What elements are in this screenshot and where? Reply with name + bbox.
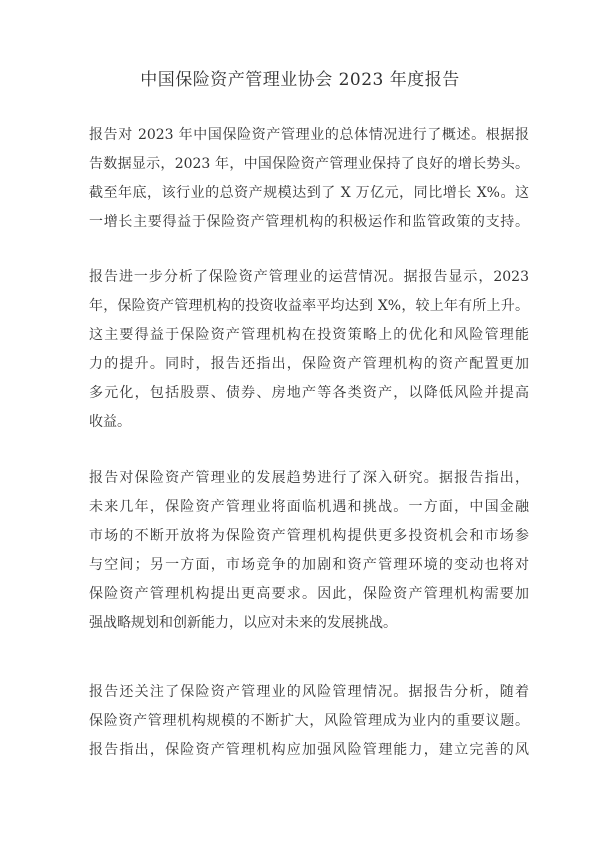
paragraph-line: 市场的不断开放将为保险资产管理机构提供更多投资机会和市场参 [89,528,529,544]
paragraph-line: 这主要得益于保险资产管理机构在投资策略上的优化和风险管理能 [89,327,529,343]
paragraph-trends [89,464,529,638]
paragraph-overview [89,121,529,237]
paragraph-line: 与空间；另一方面，市场竞争的加剧和资产管理环境的变动也将对 [89,557,529,573]
paragraph-line: 多元化，包括股票、债券、房地产等各类资产，以降低风险并提高 [89,385,529,401]
paragraph-line: 年，保险资产管理机构的投资收益率平均达到 X%，较上年有所上升。 [89,298,529,314]
paragraph-line: 力的提升。同时，报告还指出，保险资产管理机构的资产配置更加 [89,356,529,372]
paragraph-line: 一增长主要得益于保险资产管理机构的积极运作和监管政策的支持。 [89,214,529,230]
document-title: 中国保险资产管理业协会 2023 年度报告 [140,70,460,90]
paragraph-risk-management [89,678,529,765]
paragraph-line: 截至年底，该行业的总资产规模达到了 X 万亿元，同比增长 X%。这 [89,185,529,201]
paragraph-line: 收益。 [89,414,131,430]
paragraph-line: 强战略规划和创新能力，以应对未来的发展挑战。 [89,615,397,631]
paragraph-line: 保险资产管理机构提出更高要求。因此，保险资产管理机构需要加 [89,586,529,602]
paragraph-operations [89,263,529,437]
paragraph-line: 报告还关注了保险资产管理业的风险管理情况。据报告分析，随着 [89,684,529,700]
paragraph-line: 报告对 2023 年中国保险资产管理业的总体情况进行了概述。根据报 [89,127,529,143]
paragraph-line: 报告指出，保险资产管理机构应加强风险管理能力，建立完善的风 [89,742,529,758]
paragraph-line: 报告对保险资产管理业的发展趋势进行了深入研究。据报告指出， [89,470,529,486]
paragraph-line: 未来几年，保险资产管理业将面临机遇和挑战。一方面，中国金融 [89,499,529,515]
paragraph-line: 报告进一步分析了保险资产管理业的运营情况。据报告显示，2023 [89,269,529,285]
paragraph-line: 保险资产管理机构规模的不断扩大，风险管理成为业内的重要议题。 [89,713,529,729]
paragraph-line: 告数据显示，2023 年，中国保险资产管理业保持了良好的增长势头。 [89,156,529,172]
